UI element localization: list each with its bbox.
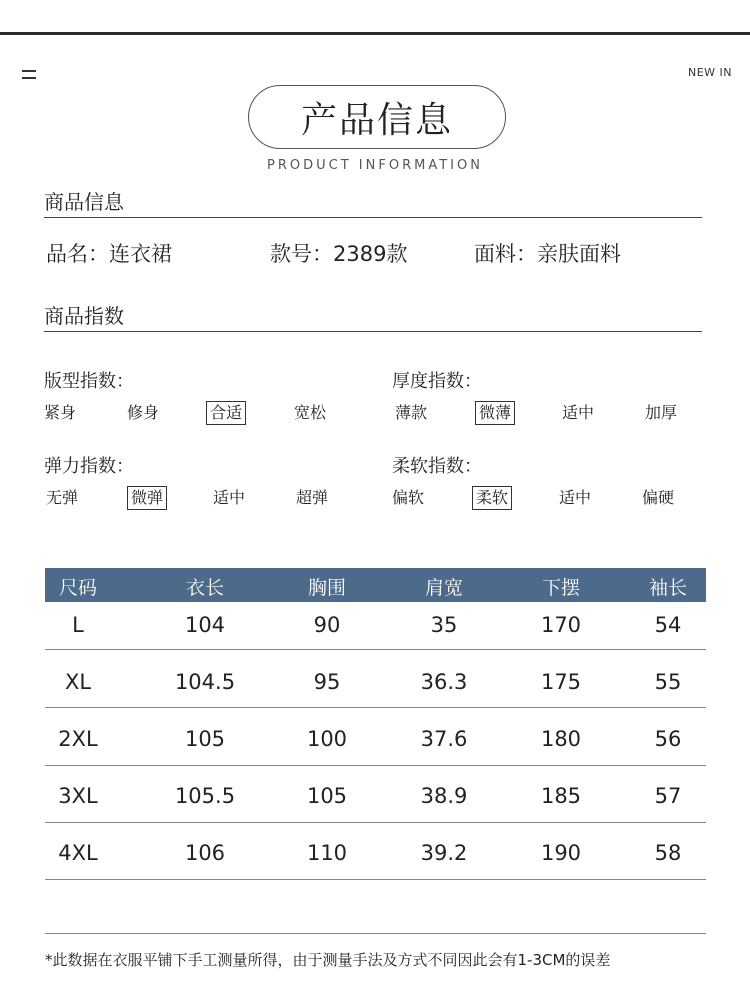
fit-index-label: 版型指数： <box>44 371 134 392</box>
bust-cell: 100 <box>306 727 348 751</box>
column-header: 尺码 <box>58 577 97 599</box>
elasticity-option: 超弹 <box>296 488 329 507</box>
row-divider <box>45 879 706 880</box>
fit-option-selected: 合适 <box>206 401 246 425</box>
length-cell: 104.5 <box>174 670 236 694</box>
table-row <box>45 653 706 710</box>
size-cell: XL <box>64 670 92 694</box>
hem-cell: 170 <box>540 613 582 637</box>
table-row <box>45 767 706 824</box>
thickness-option-selected: 微薄 <box>475 401 515 425</box>
product-name: 品名：连衣裙 <box>46 242 172 266</box>
top-divider <box>0 32 750 35</box>
column-header: 肩宽 <box>424 577 463 599</box>
product-info-divider <box>44 217 702 218</box>
product-indices-heading: 商品指数 <box>44 304 124 328</box>
hem-cell: 190 <box>540 841 582 865</box>
softness-option: 适中 <box>559 488 592 507</box>
row-divider <box>45 707 706 708</box>
shoulder-cell: 37.6 <box>420 727 468 751</box>
row-divider <box>45 822 706 823</box>
bust-cell: 95 <box>313 670 341 694</box>
fit-option: 紧身 <box>44 403 77 422</box>
fit-option: 宽松 <box>294 403 327 422</box>
note-divider <box>45 933 706 934</box>
column-header: 衣长 <box>185 577 224 599</box>
bust-cell: 90 <box>313 613 341 637</box>
product-info-heading: 商品信息 <box>44 190 124 214</box>
page-subtitle: PRODUCT INFORMATION <box>267 158 483 173</box>
shoulder-cell: 39.2 <box>420 841 468 865</box>
length-cell: 105 <box>184 727 226 751</box>
softness-option: 偏软 <box>392 488 425 507</box>
thickness-option: 适中 <box>562 403 595 422</box>
elasticity-option-selected: 微弹 <box>127 486 167 510</box>
softness-option: 偏硬 <box>642 488 675 507</box>
column-header: 袖长 <box>648 577 687 599</box>
bust-cell: 110 <box>306 841 348 865</box>
thickness-option: 薄款 <box>395 403 428 422</box>
table-row <box>45 824 706 881</box>
size-cell: 2XL <box>58 727 98 751</box>
thickness-option: 加厚 <box>645 403 678 422</box>
hem-cell: 175 <box>540 670 582 694</box>
column-header: 胸围 <box>307 577 346 599</box>
length-cell: 105.5 <box>174 784 236 808</box>
softness-option-selected: 柔软 <box>472 486 512 510</box>
page-title <box>248 85 506 149</box>
page-title-text: 产品信息 <box>300 99 453 141</box>
sleeve-cell: 58 <box>654 841 682 865</box>
length-cell: 104 <box>184 613 226 637</box>
sleeve-cell: 57 <box>654 784 682 808</box>
size-cell: 3XL <box>58 784 98 808</box>
shoulder-cell: 35 <box>430 613 458 637</box>
fit-option: 修身 <box>127 403 160 422</box>
size-cell: L <box>72 613 84 637</box>
product-style-no: 款号：2389款 <box>270 242 408 266</box>
elasticity-index-label: 弹力指数： <box>44 456 134 477</box>
length-cell: 106 <box>184 841 226 865</box>
sleeve-cell: 56 <box>654 727 682 751</box>
elasticity-option: 无弹 <box>46 488 79 507</box>
sleeve-cell: 55 <box>654 670 682 694</box>
measurement-note: *此数据在衣服平铺下手工测量所得，由于测量手法及方式不同因此会有1-3CM的误差 <box>45 951 611 969</box>
column-header: 下摆 <box>541 577 580 599</box>
product-fabric: 面料：亲肤面料 <box>474 242 621 266</box>
thickness-index-label: 厚度指数： <box>392 371 482 392</box>
hem-cell: 180 <box>540 727 582 751</box>
row-divider <box>45 765 706 766</box>
bust-cell: 105 <box>306 784 348 808</box>
softness-index-label: 柔软指数： <box>392 456 482 477</box>
hem-cell: 185 <box>540 784 582 808</box>
product-indices-divider <box>44 331 702 332</box>
row-divider <box>45 649 706 650</box>
sleeve-cell: 54 <box>654 613 682 637</box>
size-cell: 4XL <box>58 841 98 865</box>
table-row <box>45 710 706 767</box>
shoulder-cell: 36.3 <box>420 670 468 694</box>
elasticity-option: 适中 <box>213 488 246 507</box>
menu-icon[interactable] <box>22 70 36 84</box>
shoulder-cell: 38.9 <box>420 784 468 808</box>
table-row <box>45 596 706 653</box>
new-in-label: NEW IN <box>687 66 732 79</box>
